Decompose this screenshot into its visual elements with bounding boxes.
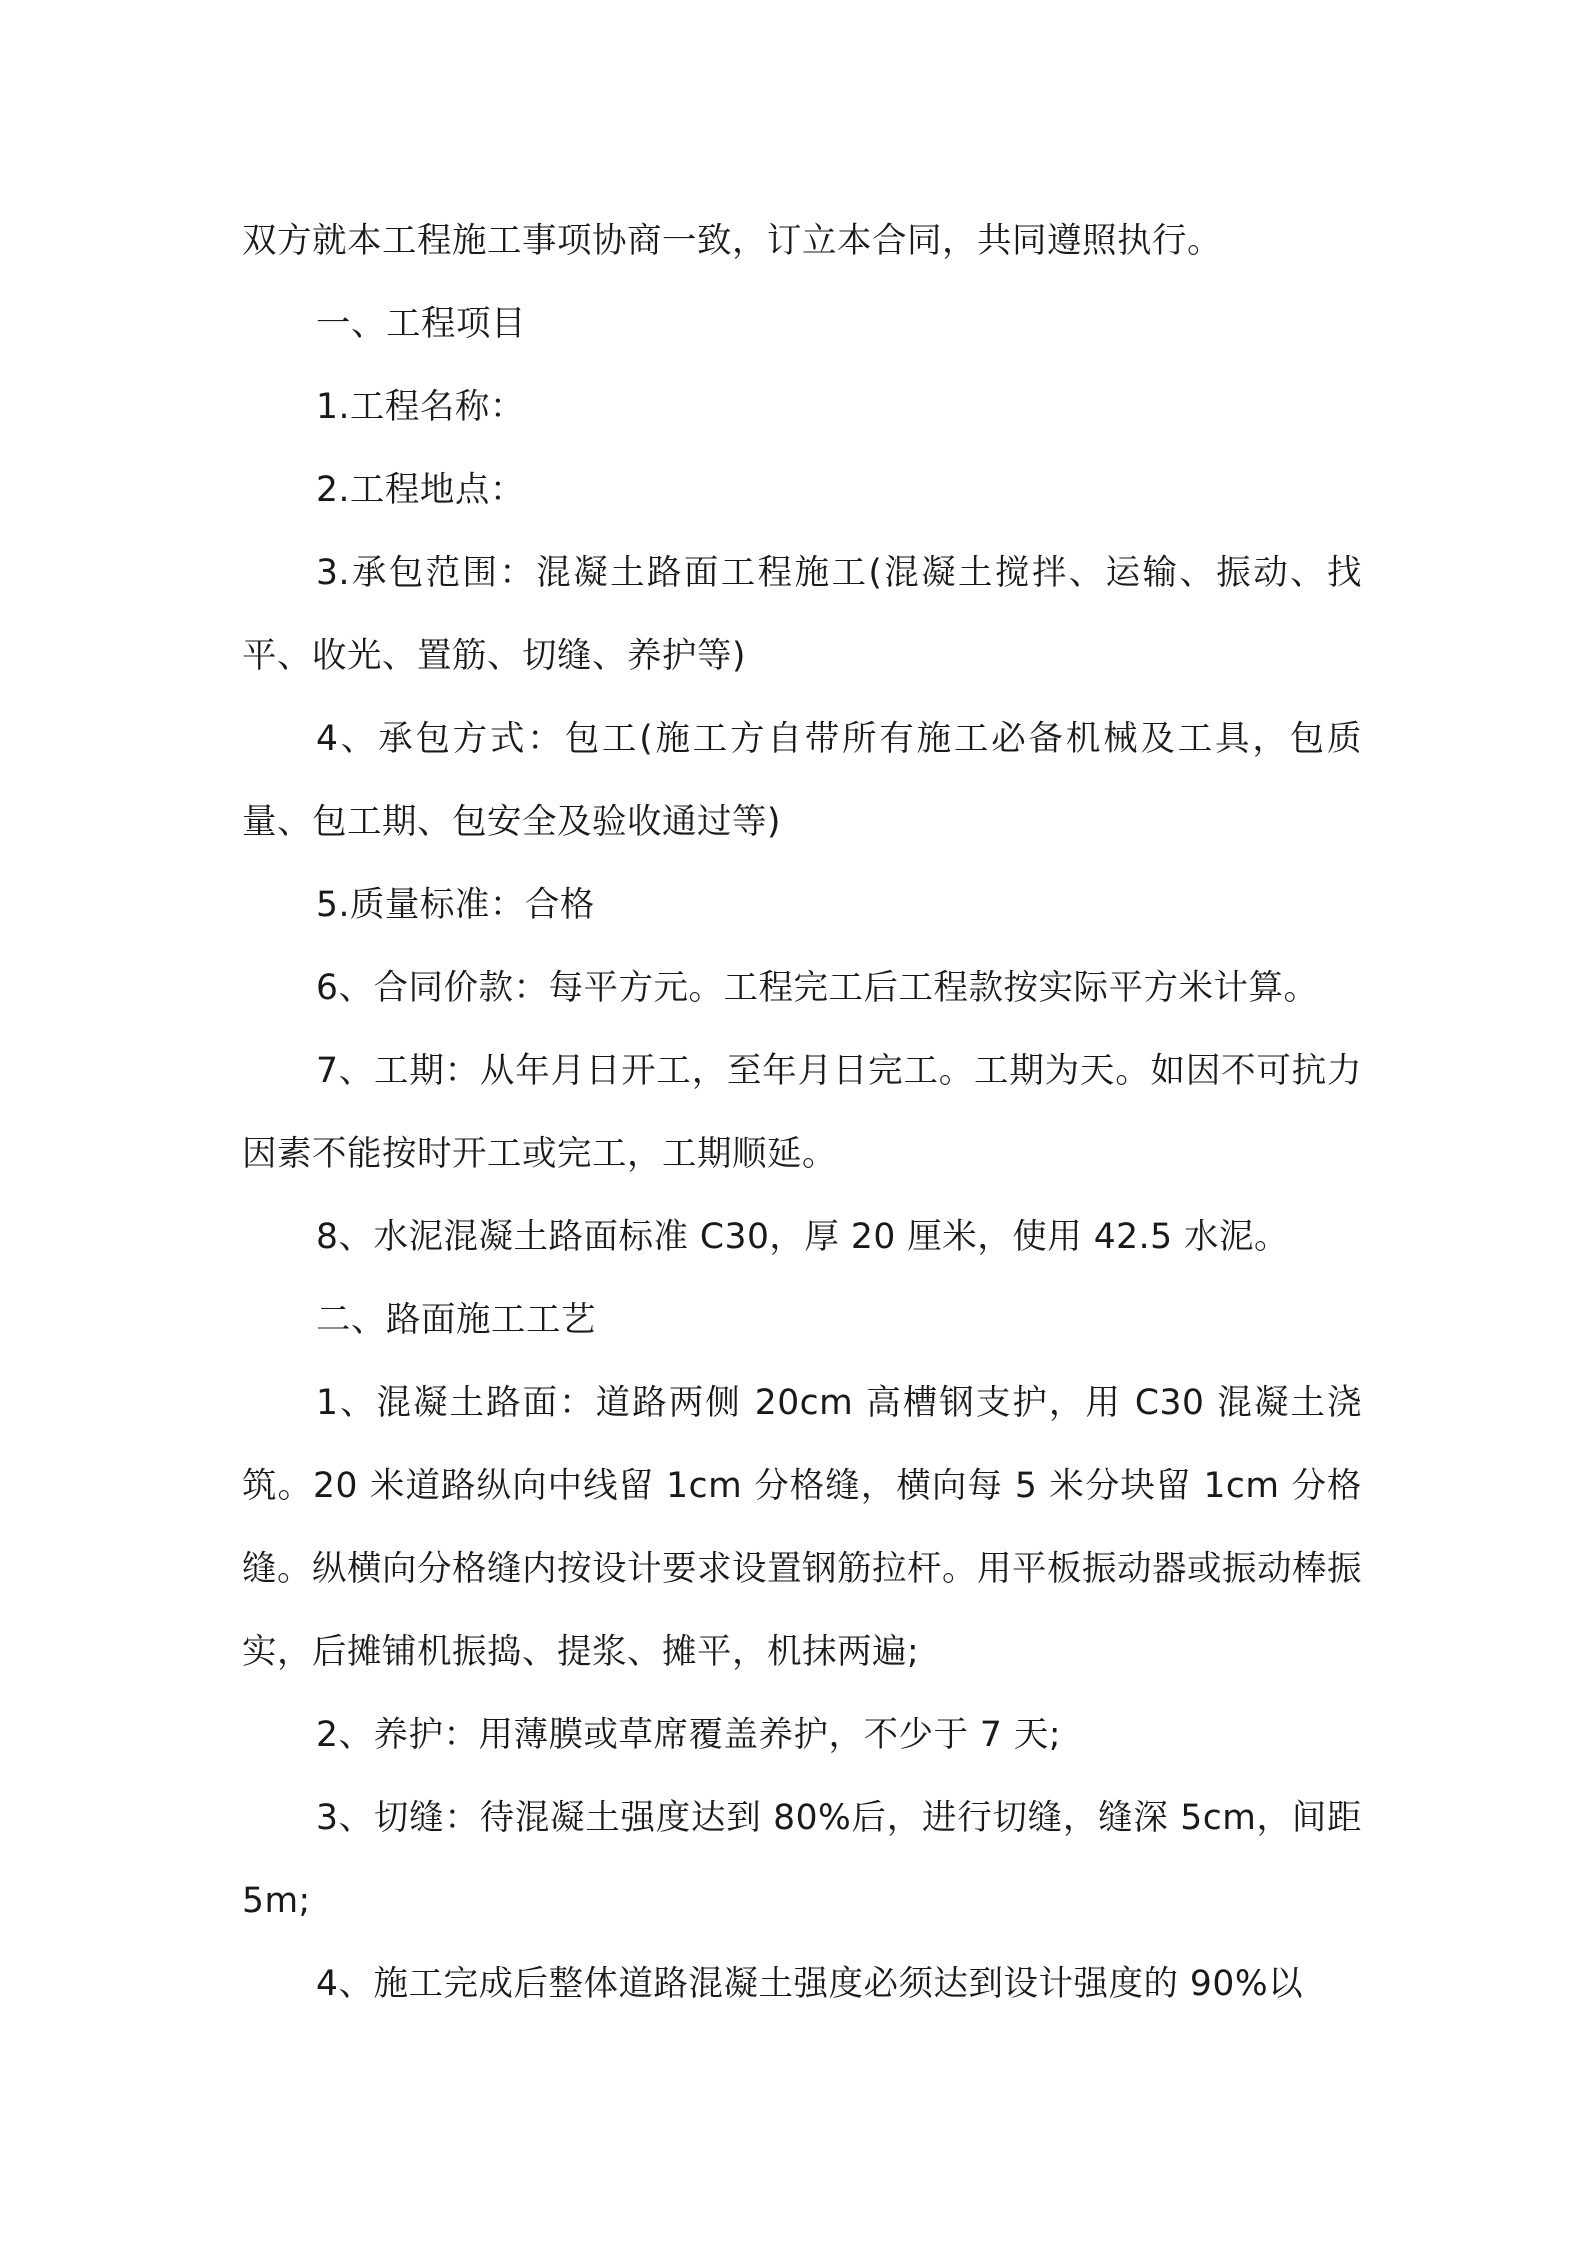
item-quality-standard: 5.质量标准：合格 [316,885,595,925]
item-strength-requirement: 4、施工完成后整体道路混凝土强度必须达到设计强度的 90%以 [316,1964,1304,2004]
section-heading-project: 一、工程项目 [316,304,526,344]
section-heading-process: 二、路面施工工艺 [316,1300,596,1340]
item-contract-method: 4、承包方式：包工(施工方自带所有施工必备机械及工具，包质量、包工期、包安全及验收通过等) [242,719,1362,842]
item-project-name: 1.工程名称： [316,387,525,427]
item-joint-cutting: 3、切缝：待混凝土强度达到 80%后，进行切缝，缝深 5cm，间距 5m; [242,1798,1362,1921]
item-curing: 2、养护：用薄膜或草席覆盖养护，不少于 7 天; [316,1715,1061,1755]
item-contract-scope: 3.承包范围：混凝土路面工程施工(混凝土搅拌、运输、振动、找平、收光、置筋、切缝、养护等) [242,553,1362,676]
item-pavement-standard: 8、水泥混凝土路面标准 C30，厚 20 厘米，使用 42.5 水泥。 [316,1217,1289,1257]
paragraph-intro: 双方就本工程施工事项协商一致，订立本合同，共同遵照执行。 [242,221,1222,261]
item-concrete-pavement: 1、混凝土路面：道路两侧 20cm 高槽钢支护，用 C30 混凝土浇筑。20 米道路纵向中线留 1cm 分格缝，横向每 5 米分块留 1cm 分格缝。纵横向分格缝内按设计要求设置钢筋拉杆。用平板振动器或振动棒振实，后摊铺机振捣、提浆、摊平，机抹两遍; [242,1383,1362,1672]
item-construction-period: 7、工期：从年月日开工，至年月日完工。工期为天。如因不可抗力因素不能按时开工或完工，工期顺延。 [242,1051,1362,1174]
item-contract-price: 6、合同价款：每平方元。工程完工后工程款按实际平方米计算。 [316,968,1319,1008]
document-body [242,200,1362,2026]
item-project-location: 2.工程地点： [316,470,525,510]
